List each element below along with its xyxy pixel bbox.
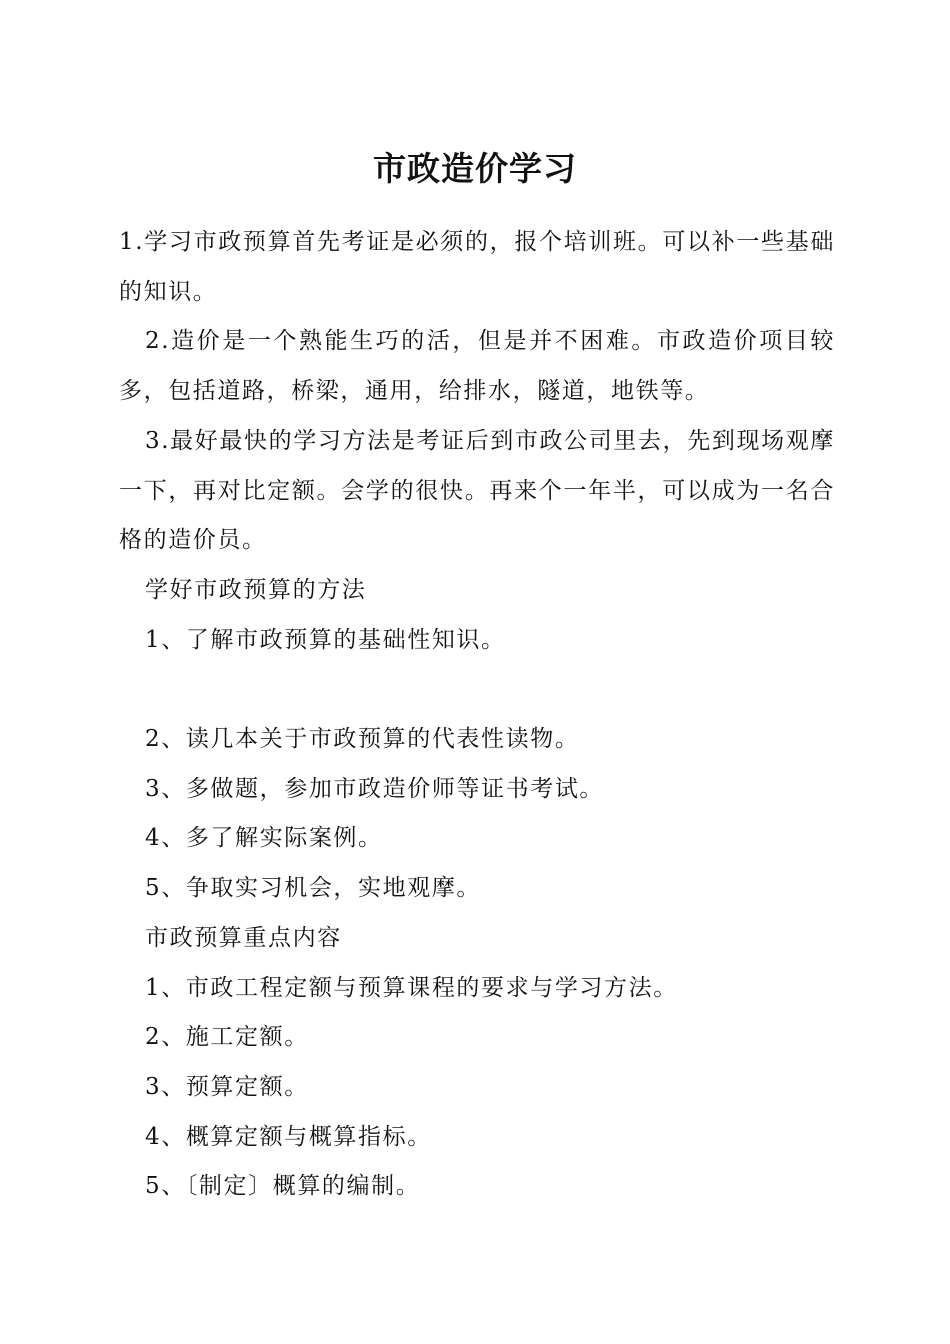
section-heading-methods: 学好市政预算的方法 <box>145 576 367 603</box>
paragraph-1: 1.学习市政预算首先考证是必须的，报个培训班。可以补一些基础的知识。 <box>119 229 835 305</box>
list-item: 5、〔制定〕概算的编制。 <box>145 1173 421 1200</box>
blank-line <box>119 665 835 715</box>
list-item: 4、多了解实际案例。 <box>145 825 383 852</box>
list-item: 2、施工定额。 <box>145 1024 309 1051</box>
section-heading-key-content: 市政预算重点内容 <box>145 924 342 951</box>
page-title: 市政造价学习 <box>373 149 577 188</box>
list-item: 3、预算定额。 <box>145 1073 309 1100</box>
list-item: 5、争取实习机会，实地观摩。 <box>145 875 482 902</box>
paragraph-2: 2.造价是一个熟能生巧的活，但是并不困难。市政造价项目较多，包括道路，桥梁，通用，给排水，隧道，地铁等。 <box>119 328 835 405</box>
list-item: 1、市政工程定额与预算课程的要求与学习方法。 <box>145 974 678 1001</box>
list-item: 1、了解市政预算的基础性知识。 <box>145 626 506 653</box>
list-item: 2、读几本关于市政预算的代表性读物。 <box>145 726 580 753</box>
list-item: 4、概算定额与概算指标。 <box>145 1123 432 1150</box>
list-item: 3、多做题，参加市政造价师等证书考试。 <box>145 775 605 802</box>
paragraph-3: 3.最好最快的学习方法是考证后到市政公司里去，先到现场观摩一下，再对比定额。会学的很快。再来个一年半，可以成为一名合格的造价员。 <box>119 427 835 554</box>
document-body <box>119 218 835 1212</box>
